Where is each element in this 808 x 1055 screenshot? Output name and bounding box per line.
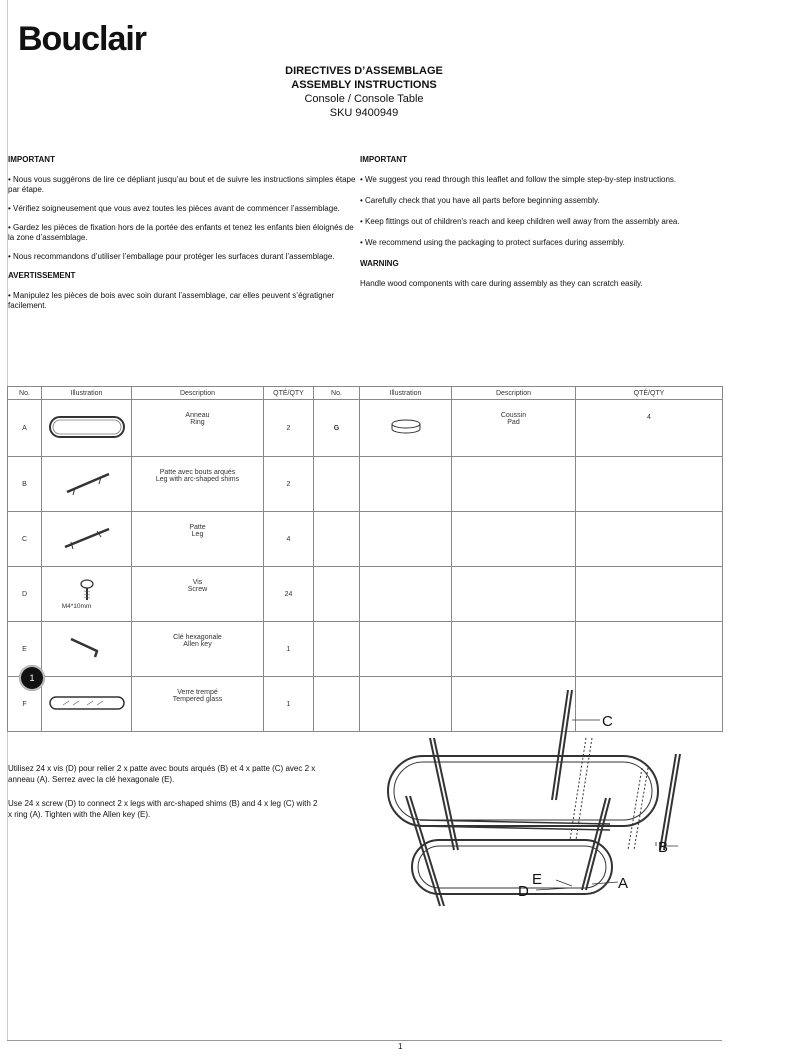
- part-description: [132, 457, 264, 512]
- brand-logo: Bouclair: [18, 20, 147, 58]
- label-a: A: [618, 875, 629, 892]
- part-no: B: [8, 457, 42, 512]
- desc-fr-2: Coussin: [500, 412, 527, 419]
- exploded-leg: [570, 738, 648, 850]
- assembly-diagram: [360, 690, 720, 920]
- part-description: [132, 512, 264, 567]
- desc-en: Allen key: [183, 641, 212, 648]
- part-description: [132, 622, 264, 677]
- en-item-2: • Carefully check that you have all parts before beginning assembly.: [360, 196, 600, 205]
- col-qty: QTÉ/QTY: [264, 387, 314, 400]
- col-illustration: Illustration: [42, 387, 132, 400]
- empty-cell: [314, 677, 360, 732]
- english-instructions: [360, 155, 720, 298]
- part-no-2: G: [314, 400, 360, 457]
- part-qty: 1: [264, 622, 314, 677]
- desc-en: Leg: [191, 531, 204, 538]
- part-no: A: [8, 400, 42, 457]
- empty-cell: [360, 512, 452, 567]
- desc-en: Screw: [187, 586, 208, 593]
- top-ring: [388, 756, 658, 826]
- empty-cell: [576, 567, 723, 622]
- en-warning-text: Handle wood components with care during assembly as they can scratch easily.: [360, 279, 643, 288]
- desc-en: Tempered glass: [172, 696, 223, 703]
- parts-table-header: [8, 387, 723, 400]
- leg-illustration: [42, 512, 132, 567]
- empty-cell: [576, 457, 723, 512]
- empty-cell: [314, 622, 360, 677]
- empty-cell: [314, 457, 360, 512]
- desc-en: Ring: [190, 419, 205, 426]
- step-number-badge: 1: [19, 665, 45, 691]
- col-no-2: No.: [314, 387, 360, 400]
- empty-cell: [452, 512, 576, 567]
- part-description: [132, 400, 264, 457]
- col-qty-2: QTÉ/QTY: [576, 387, 723, 400]
- fr-warning-text: • Manipulez les pièces de bois avec soin durant l’assemblage, car elles peuvent s’égratigner facilement.: [8, 291, 335, 310]
- leg-shims-illustration: [42, 457, 132, 512]
- screw-size-label: M4*10mm: [61, 602, 92, 610]
- part-qty: 2: [264, 400, 314, 457]
- empty-cell: [452, 567, 576, 622]
- part-no: C: [8, 512, 42, 567]
- empty-cell: [360, 622, 452, 677]
- step1-instructions: [8, 763, 318, 833]
- desc-fr: Verre trempé: [177, 689, 218, 696]
- empty-cell: [314, 512, 360, 567]
- part-qty: 2: [264, 457, 314, 512]
- empty-cell: [452, 622, 576, 677]
- title-en: ASSEMBLY INSTRUCTIONS: [291, 79, 437, 91]
- col-no: No.: [8, 387, 42, 400]
- col-description: Description: [132, 387, 264, 400]
- desc-fr: Anneau: [185, 412, 210, 419]
- desc-fr: Patte avec bouts arqués: [159, 469, 236, 476]
- part-qty-2: 4: [576, 400, 723, 457]
- leg-icon: [57, 523, 117, 553]
- step1-text-en: Use 24 x screw (D) to connect 2 x legs with arc-shaped shims (B) and 4 x leg (C) with 2 x ring (A). Tighten with the Allen key (E).: [8, 799, 318, 819]
- legs: [406, 690, 680, 906]
- en-item-1: • We suggest you read through this leaflet and follow the simple step-by-step instructions.: [360, 175, 677, 184]
- title-fr: DIRECTIVES D’ASSEMBLAGE: [285, 65, 443, 77]
- important-heading-en: IMPORTANT: [360, 155, 407, 164]
- desc-fr: Patte: [189, 524, 206, 531]
- col-illustration-2: Illustration: [360, 387, 452, 400]
- fr-item-4: • Nous recommandons d’utiliser l’emballage pour protéger les surfaces durant l’assemblage.: [8, 252, 335, 261]
- desc-en: Leg with arc-shaped shims: [155, 476, 240, 483]
- en-item-4: • We recommend using the packaging to protect surfaces during assembly.: [360, 238, 625, 247]
- glass-icon: [47, 692, 127, 714]
- bottom-ring: [412, 840, 612, 894]
- glass-illustration: [42, 677, 132, 732]
- pad-illustration: [360, 400, 452, 457]
- part-no: F: [8, 677, 42, 732]
- ring-icon: [47, 413, 127, 441]
- table-row: [8, 567, 723, 622]
- desc-en-2: Pad: [507, 419, 520, 426]
- part-qty: 1: [264, 677, 314, 732]
- en-item-3: • Keep fittings out of children's reach and keep children well away from the assembly area.: [360, 217, 680, 226]
- label-leaders: [536, 720, 678, 890]
- empty-cell: [576, 622, 723, 677]
- part-qty: 4: [264, 512, 314, 567]
- empty-cell: [314, 567, 360, 622]
- allen-key-illustration: [42, 622, 132, 677]
- empty-cell: [360, 567, 452, 622]
- french-instructions: [8, 155, 356, 320]
- fr-item-3: • Gardez les pièces de fixation hors de la portée des enfants et tenez les enfants bien éloignés de la zone d’assemblage.: [8, 223, 354, 242]
- warning-heading-fr: AVERTISSEMENT: [8, 271, 76, 280]
- footer-rule: [7, 1040, 722, 1041]
- part-qty: 24: [264, 567, 314, 622]
- product-name: Console / Console Table: [304, 93, 424, 105]
- parts-table: [7, 386, 723, 732]
- important-heading-fr: IMPORTANT: [8, 155, 55, 164]
- table-row: [8, 512, 723, 567]
- step1-text-fr: Utilisez 24 x vis (D) pour relier 2 x patte avec bouts arqués (B) et 4 x patte (C) avec 2 x anneau (A). Serrez avec la clé hexagonale (E).: [8, 764, 316, 784]
- fr-item-2: • Vérifiez soigneusement que vous avez toutes les pièces avant de commencer l’assemblage.: [8, 204, 340, 213]
- table-row: [8, 400, 723, 457]
- pad-icon: [386, 417, 426, 437]
- fr-item-1: • Nous vous suggérons de lire ce dépliant jusqu’au bout et de suivre les instructions simples étape par étape.: [8, 175, 356, 194]
- screw-icon: [77, 579, 97, 601]
- sku: SKU 9400949: [329, 107, 399, 119]
- part-description: [132, 567, 264, 622]
- page-number: 1: [398, 1042, 403, 1051]
- label-b: B: [658, 839, 669, 856]
- empty-cell: [360, 457, 452, 512]
- label-c: C: [602, 713, 613, 730]
- table-row: [8, 622, 723, 677]
- part-no: D: [8, 567, 42, 622]
- allen-key-icon: [67, 635, 107, 661]
- table-row: [8, 457, 723, 512]
- warning-heading-en: WARNING: [360, 259, 399, 268]
- document-title-block: [0, 64, 728, 120]
- part-no: E: [8, 622, 42, 677]
- ring-illustration: [42, 400, 132, 457]
- leg-with-shims-icon: [57, 468, 117, 498]
- desc-fr: Clé hexagonale: [173, 634, 222, 641]
- label-d: D: [518, 883, 529, 900]
- part-description-2: [452, 400, 576, 457]
- desc-fr: Vis: [192, 579, 203, 586]
- screw-illustration: [42, 567, 132, 622]
- col-description-2: Description: [452, 387, 576, 400]
- label-e: E: [532, 871, 543, 888]
- empty-cell: [576, 512, 723, 567]
- part-description: [132, 677, 264, 732]
- empty-cell: [452, 457, 576, 512]
